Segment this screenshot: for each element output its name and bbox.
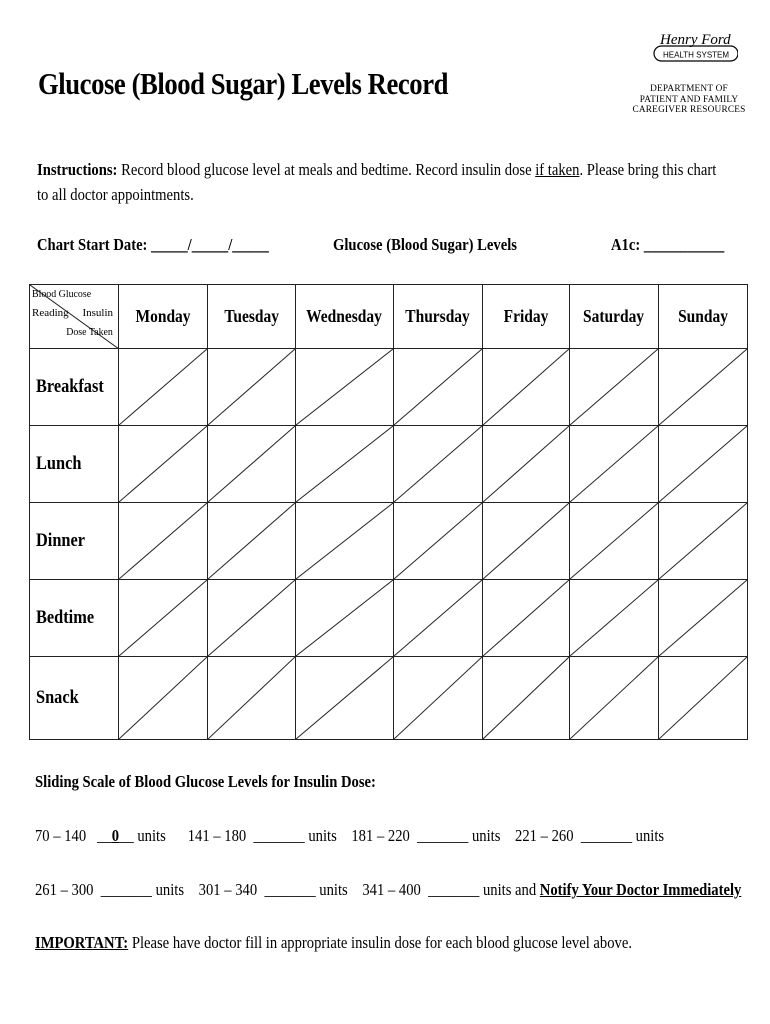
cell-diagonal <box>483 503 569 579</box>
cell-diagonal <box>394 503 482 579</box>
range-181-220: 181 – 220 <box>351 826 410 845</box>
corner-label-top: Blood Glucose <box>32 288 92 300</box>
page-title: Glucose (Blood Sugar) Levels Record <box>38 66 449 101</box>
entry-cell[interactable] <box>394 580 483 657</box>
entry-cell[interactable] <box>296 657 394 740</box>
dose-70-140[interactable]: __0__ units <box>97 826 166 845</box>
cell-diagonal <box>394 426 482 502</box>
chart-start-label: Chart Start Date: <box>37 235 148 254</box>
entry-cell[interactable] <box>296 503 394 580</box>
day-header-thursday: Thursday <box>394 285 483 349</box>
entry-cell[interactable] <box>483 657 570 740</box>
table-header-row <box>30 285 748 349</box>
range-70-140: 70 – 140 <box>35 826 87 845</box>
entry-cell[interactable] <box>208 349 296 426</box>
sliding-scale-heading: Sliding Scale of Blood Glucose Levels for Insulin Dose: <box>35 772 376 791</box>
range-141-180: 141 – 180 <box>187 826 247 845</box>
entry-cell[interactable] <box>570 503 659 580</box>
entry-cell[interactable] <box>208 503 296 580</box>
logo-script-text: Henry Ford <box>660 32 731 48</box>
entry-cell[interactable] <box>659 426 748 503</box>
entry-cell[interactable] <box>208 426 296 503</box>
entry-cell[interactable] <box>296 580 394 657</box>
sliding-scale-row-2 <box>35 880 741 900</box>
cell-diagonal <box>119 657 207 739</box>
logo-department-text <box>630 84 748 116</box>
instructions-text-before: Record blood glucose level at meals and bedtime. Record insulin dose <box>117 160 536 179</box>
cell-diagonal <box>119 426 207 502</box>
entry-cell[interactable] <box>119 426 208 503</box>
entry-cell[interactable] <box>394 426 483 503</box>
table-row <box>30 349 748 426</box>
glucose-log-table <box>29 284 748 740</box>
entry-cell[interactable] <box>570 426 659 503</box>
cell-diagonal <box>296 580 393 656</box>
dose-261-300[interactable]: _______ units <box>100 880 185 899</box>
important-note <box>35 933 632 953</box>
day-header-saturday: Saturday <box>570 285 659 349</box>
day-header-monday: Monday <box>119 285 208 349</box>
entry-cell[interactable] <box>208 580 296 657</box>
cell-diagonal <box>483 657 569 739</box>
cell-diagonal <box>483 349 569 425</box>
important-text: Please have doctor fill in appropriate insulin dose for each blood glucose level above. <box>128 933 633 952</box>
henry-ford-logo <box>630 22 748 118</box>
entry-cell[interactable] <box>483 426 570 503</box>
dose-181-220[interactable]: _______ units <box>417 826 501 845</box>
entry-cell[interactable] <box>208 657 296 740</box>
cell-diagonal <box>208 503 295 579</box>
logo-badge-text: HEALTH SYSTEM <box>662 50 730 60</box>
instructions-label: Instructions: <box>37 160 118 179</box>
entry-cell[interactable] <box>394 657 483 740</box>
cell-diagonal <box>119 349 207 425</box>
cell-diagonal <box>659 657 747 739</box>
table-row <box>30 503 748 580</box>
meal-label-lunch: Lunch <box>30 426 119 503</box>
meal-label-dinner: Dinner <box>30 503 119 580</box>
cell-diagonal <box>394 349 482 425</box>
dose-221-260[interactable]: _______ units <box>580 826 665 845</box>
cell-diagonal <box>208 426 295 502</box>
meal-label-breakfast: Breakfast <box>30 349 119 426</box>
a1c-label: A1c: <box>611 235 641 254</box>
instructions-text-after: . Please bring this chart to all doctor appointments. <box>37 160 717 204</box>
entry-cell[interactable] <box>483 503 570 580</box>
cell-diagonal <box>570 657 658 739</box>
cell-diagonal <box>659 349 747 425</box>
entry-cell[interactable] <box>296 349 394 426</box>
cell-diagonal <box>208 657 295 739</box>
corner-label-right: Insulin <box>82 307 113 319</box>
day-header-sunday: Sunday <box>659 285 748 349</box>
cell-diagonal <box>659 503 747 579</box>
cell-diagonal <box>296 426 393 502</box>
cell-diagonal <box>570 349 658 425</box>
levels-heading: Glucose (Blood Sugar) Levels <box>333 235 517 254</box>
table-corner-cell <box>30 285 119 349</box>
entry-cell[interactable] <box>659 657 748 740</box>
cell-diagonal <box>570 503 658 579</box>
meal-label-bedtime: Bedtime <box>30 580 119 657</box>
entry-cell[interactable] <box>296 426 394 503</box>
cell-diagonal <box>296 349 393 425</box>
entry-cell[interactable] <box>394 503 483 580</box>
cell-diagonal <box>483 426 569 502</box>
cell-diagonal <box>208 349 295 425</box>
cell-diagonal <box>208 580 295 656</box>
day-header-friday: Friday <box>483 285 570 349</box>
entry-cell[interactable] <box>659 349 748 426</box>
entry-cell[interactable] <box>394 349 483 426</box>
corner-label-left: Reading <box>32 307 69 319</box>
dept-line-2: PATIENT AND FAMILY <box>639 94 739 105</box>
instructions-underlined: if taken <box>535 160 580 179</box>
entry-cell[interactable] <box>570 580 659 657</box>
entry-cell[interactable] <box>119 503 208 580</box>
cell-diagonal <box>659 426 747 502</box>
range-341-400: 341 – 400 <box>362 880 421 899</box>
table-row <box>30 426 748 503</box>
range-221-260: 221 – 260 <box>515 826 574 845</box>
cell-diagonal <box>570 426 658 502</box>
range-301-340: 301 – 340 <box>198 880 258 899</box>
a1c-field[interactable] <box>611 235 724 255</box>
cell-diagonal <box>119 503 207 579</box>
dept-line-1: DEPARTMENT OF <box>650 84 728 94</box>
day-header-wednesday: Wednesday <box>296 285 394 349</box>
sliding-scale-row-1 <box>35 826 664 846</box>
cell-diagonal <box>296 657 393 739</box>
entry-cell[interactable] <box>483 349 570 426</box>
entry-cell[interactable] <box>570 349 659 426</box>
table-row <box>30 657 748 740</box>
cell-diagonal <box>659 580 747 656</box>
day-header-tuesday: Tuesday <box>208 285 296 349</box>
entry-cell[interactable] <box>483 580 570 657</box>
entry-cell[interactable] <box>659 503 748 580</box>
cell-diagonal <box>483 580 569 656</box>
chart-start-date[interactable] <box>37 235 269 255</box>
table-row <box>30 580 748 657</box>
important-label: IMPORTANT: <box>35 933 129 952</box>
henry-ford-logo-mark <box>646 30 738 64</box>
entry-cell[interactable] <box>119 349 208 426</box>
cell-diagonal <box>296 503 393 579</box>
cell-diagonal <box>394 580 482 656</box>
chart-start-blank[interactable]: _____/_____/_____ <box>147 235 269 254</box>
dose-341-400[interactable]: _______ units and <box>428 880 537 899</box>
cell-diagonal <box>570 580 658 656</box>
corner-label-bottom: Dose Taken <box>66 326 113 338</box>
entry-cell[interactable] <box>659 580 748 657</box>
notify-doctor-warning: Notify Your Doctor Immediately <box>539 880 742 899</box>
meal-label-snack: Snack <box>30 657 119 740</box>
instructions-paragraph <box>37 157 716 207</box>
entry-cell[interactable] <box>570 657 659 740</box>
range-261-300: 261 – 300 <box>35 880 94 899</box>
dept-line-3: CAREGIVER RESOURCES <box>632 105 746 115</box>
entry-cell[interactable] <box>119 580 208 657</box>
dose-141-180[interactable]: _______ units <box>253 826 337 845</box>
cell-diagonal <box>119 580 207 656</box>
cell-diagonal <box>394 657 482 739</box>
dose-301-340[interactable]: _______ units <box>264 880 348 899</box>
entry-cell[interactable] <box>119 657 208 740</box>
a1c-blank[interactable]: ___________ <box>640 235 725 254</box>
